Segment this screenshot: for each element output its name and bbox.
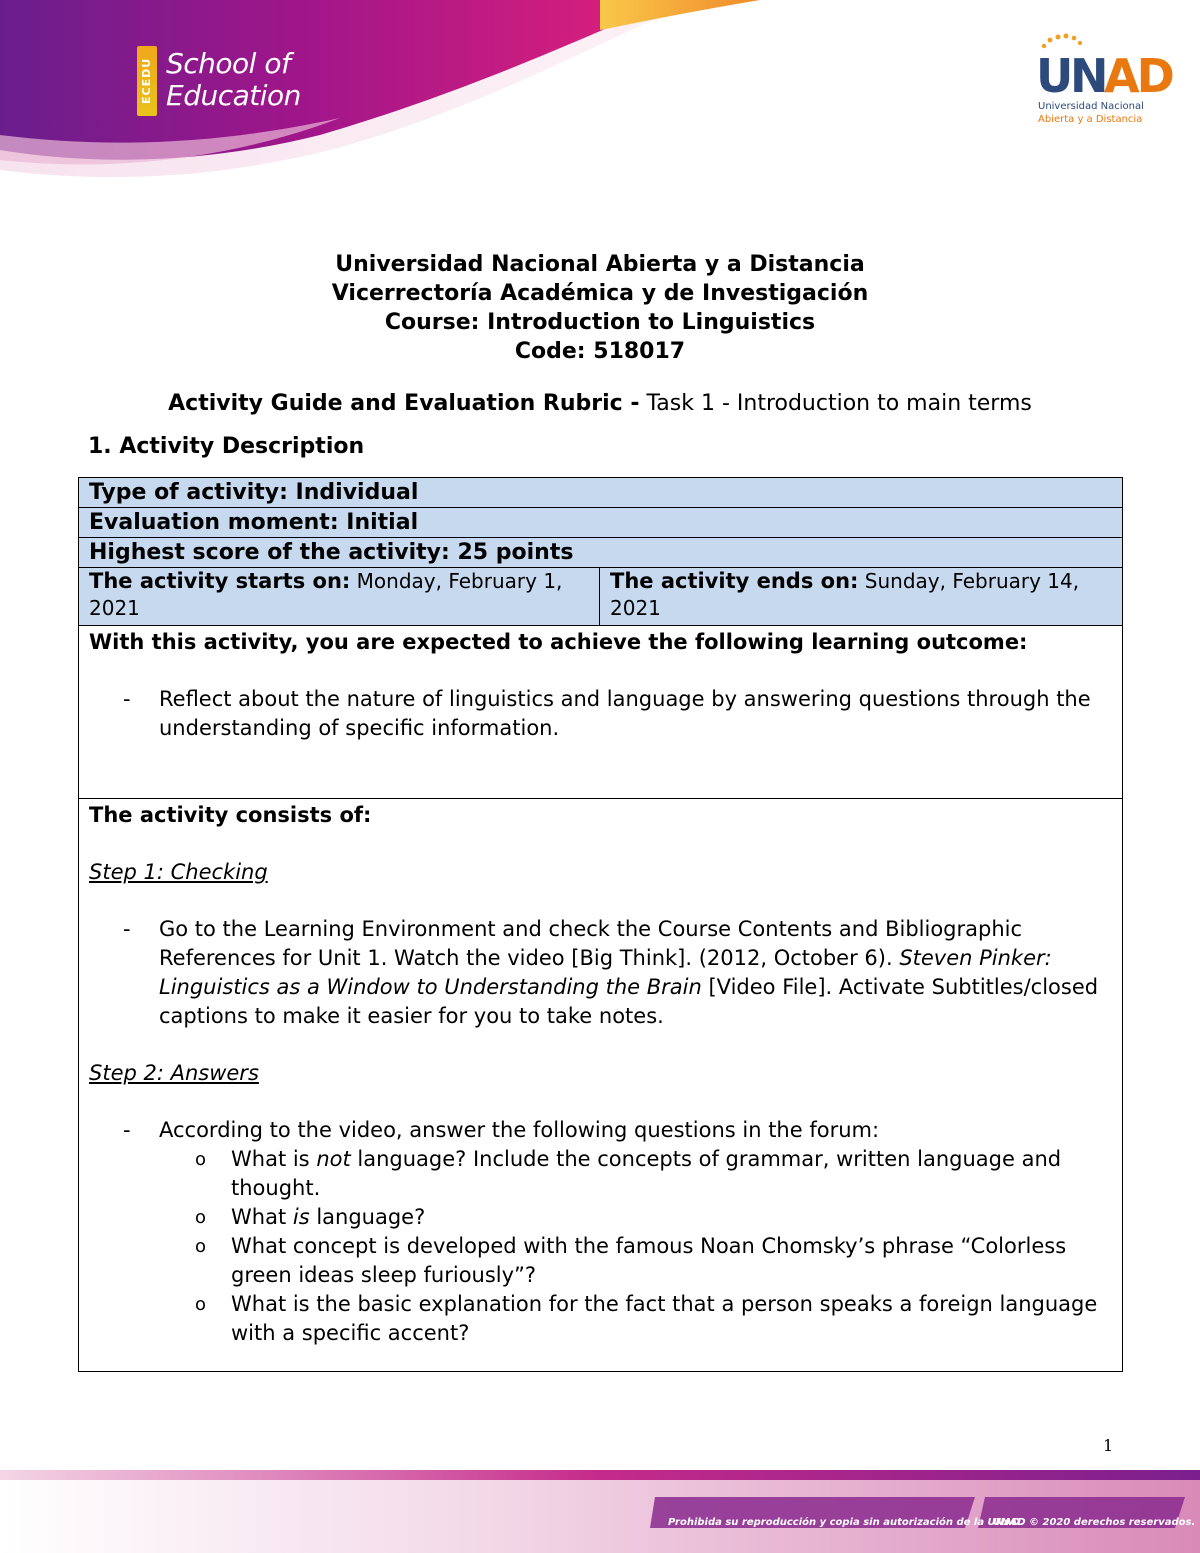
step-1-text-a: Go to the Learning Environment and check the Course Contents and Bibliographic References for Unit 1. Watch the video [Big Think]. (2012, October 6). <box>159 917 1023 970</box>
step-2-item <box>89 1116 1112 1145</box>
circle-bullet-icon: o <box>195 1294 207 1315</box>
end-value: Sunday, February 14, 2021 <box>610 569 1080 620</box>
question-1 <box>89 1145 1112 1203</box>
svg-text:U: U <box>1036 49 1071 103</box>
q1-a: What is <box>231 1147 317 1171</box>
table-row <box>79 508 1123 538</box>
learning-outcome-cell <box>79 626 1123 799</box>
q1-b: language? Include the concepts of grammar, written language and thought. <box>231 1147 1062 1200</box>
document-title-block <box>0 250 1200 366</box>
page-number: 1 <box>1103 1436 1114 1455</box>
footer-banner <box>0 1470 1200 1553</box>
table-row <box>79 538 1123 568</box>
q4-text: What is the basic explanation for the fact that a person speaks a foreign language with a specific accent? <box>231 1292 1098 1345</box>
start-value: Monday, February 1, 2021 <box>89 569 563 620</box>
svg-text:AD: AD <box>1104 49 1172 103</box>
circle-bullet-icon: o <box>195 1236 207 1257</box>
q2-italic: is <box>292 1205 310 1229</box>
highest-score: Highest score of the activity: 25 points <box>79 538 1123 568</box>
title-vicerrectoria: Vicerrectoría Académica y de Investigación <box>331 281 869 306</box>
guide-heading-bold: Activity Guide and Evaluation Rubric - <box>168 391 640 416</box>
question-4 <box>89 1290 1112 1348</box>
dash-bullet: - <box>123 917 131 941</box>
learning-outcome-text: Reflect about the nature of linguistics and language by answering questions through the understanding of specific information. <box>159 687 1091 740</box>
title-university: Universidad Nacional Abierta y a Distancia <box>335 252 865 277</box>
table-row <box>79 478 1123 508</box>
step-1-video-title: Steven Pinker: Linguistics as a Window to Understanding the Brain <box>159 946 1052 999</box>
q2-b: language? <box>309 1205 426 1229</box>
footer-rights: UNAD © 2020 derechos reservados. <box>993 1517 1196 1528</box>
step-1-item <box>89 915 1112 1031</box>
circle-bullet-icon: o <box>195 1149 207 1170</box>
table-row <box>79 626 1123 799</box>
evaluation-moment: Evaluation moment: Initial <box>79 508 1123 538</box>
svg-text:N: N <box>1070 49 1106 103</box>
guide-heading-rest: Task 1 - Introduction to main terms <box>639 391 1032 416</box>
brand-line-2: Education <box>166 79 301 112</box>
unad-subtitle-2: Abierta y a Distancia <box>1038 114 1143 125</box>
end-date-cell <box>600 568 1123 626</box>
school-of-education-logo <box>166 48 301 112</box>
table-row <box>79 799 1123 1372</box>
question-3 <box>89 1232 1112 1290</box>
q3-text: What concept is developed with the famous Noan Chomsky’s phrase “Colorless green ideas sleep furiously”? <box>231 1234 1067 1287</box>
table-row <box>79 568 1123 626</box>
unad-subtitle-1: Universidad Nacional <box>1038 101 1144 112</box>
title-code: Code: 518017 <box>514 339 686 364</box>
activity-consists-cell <box>79 799 1123 1372</box>
q2-a: What <box>231 1205 293 1229</box>
learning-outcome-heading: With this activity, you are expected to achieve the following learning outcome: <box>89 630 1028 654</box>
guide-heading <box>0 390 1200 418</box>
type-of-activity: Type of activity: Individual <box>79 478 1123 508</box>
dash-bullet: - <box>123 687 131 711</box>
circle-bullet-icon: o <box>195 1207 207 1228</box>
step-2-text: According to the video, answer the following questions in the forum: <box>159 1118 880 1142</box>
step-1-heading: Step 1: Checking <box>89 860 268 884</box>
footer-copy-notice: Prohibida su reproducción y copia sin autorización de la UNAD. <box>668 1517 1024 1528</box>
section-title: 1. Activity Description <box>88 434 365 459</box>
end-label: The activity ends on: <box>610 569 859 593</box>
q1-italic: not <box>316 1147 351 1171</box>
title-course: Course: Introduction to Linguistics <box>384 310 816 335</box>
question-2 <box>89 1203 1112 1232</box>
start-date-cell <box>79 568 600 626</box>
consists-heading: The activity consists of: <box>89 803 372 827</box>
ecedu-tag: ECEDU <box>137 46 157 116</box>
step-1-text-b: [Video File]. Activate Subtitles/closed captions to make it easier for you to take notes. <box>159 975 1099 1028</box>
learning-outcome-item <box>89 685 1112 743</box>
start-label: The activity starts on: <box>89 569 351 593</box>
brand-line-1: School of <box>166 47 291 80</box>
step-2-heading: Step 2: Answers <box>89 1061 259 1085</box>
dash-bullet: - <box>123 1118 131 1142</box>
activity-description-table <box>78 477 1123 1372</box>
